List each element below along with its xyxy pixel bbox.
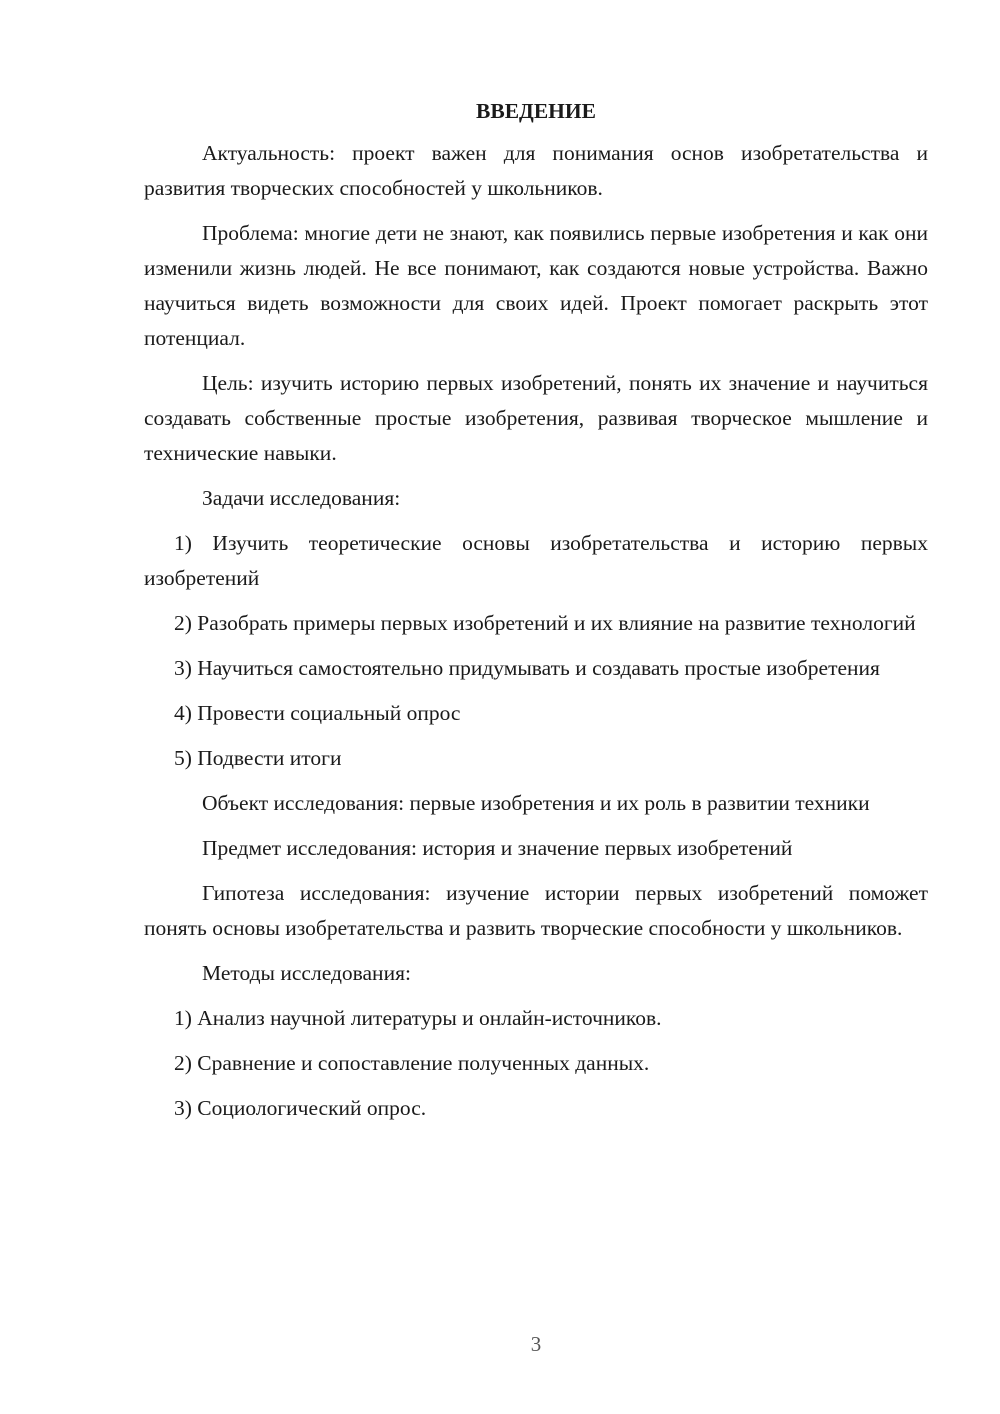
method-item: 3) Социологический опрос. [174, 1096, 427, 1120]
tasks-heading: Задачи исследования: [202, 486, 401, 510]
problem-paragraph: Проблема: многие дети не знают, как появились первые изобретения и как они изменили жизнь людей. Не все понимают, как создаются новые устройства. Важно научиться видеть возможности для своих идей. Проект помогает раскрыть этот потенциал. [144, 221, 928, 350]
method-item: 1) Анализ научной литературы и онлайн-источников. [174, 1006, 662, 1030]
methods-heading: Методы исследования: [202, 961, 411, 985]
document-page [144, 96, 928, 1136]
subject-paragraph: Предмет исследования: история и значение первых изобретений [202, 836, 793, 860]
task-item: 4) Провести социальный опрос [174, 701, 461, 725]
hypothesis-paragraph: Гипотеза исследования: изучение истории первых изобретений поможет понять основы изобретательства и развить творческие способности у школьников. [144, 881, 928, 940]
page-number: 3 [530, 1332, 542, 1356]
object-paragraph: Объект исследования: первые изобретения и их роль в развитии техники [202, 791, 870, 815]
page-title: ВВЕДЕНИЕ [476, 99, 596, 123]
goal-paragraph: Цель: изучить историю первых изобретений, понять их значение и научиться создавать собственные простые изобретения, развивая творческое мышление и технические навыки. [144, 371, 928, 465]
task-item: 5) Подвести итоги [174, 746, 342, 770]
task-item: 1) Изучить теоретические основы изобретательства и историю первых изобретений [144, 531, 928, 590]
task-item: 2) Разобрать примеры первых изобретений и их влияние на развитие технологий [174, 611, 916, 635]
relevance-paragraph: Актуальность: проект важен для понимания основ изобретательства и развития творческих способностей у школьников. [144, 141, 928, 200]
task-item: 3) Научиться самостоятельно придумывать и создавать простые изобретения [174, 656, 880, 680]
method-item: 2) Сравнение и сопоставление полученных данных. [174, 1051, 650, 1075]
